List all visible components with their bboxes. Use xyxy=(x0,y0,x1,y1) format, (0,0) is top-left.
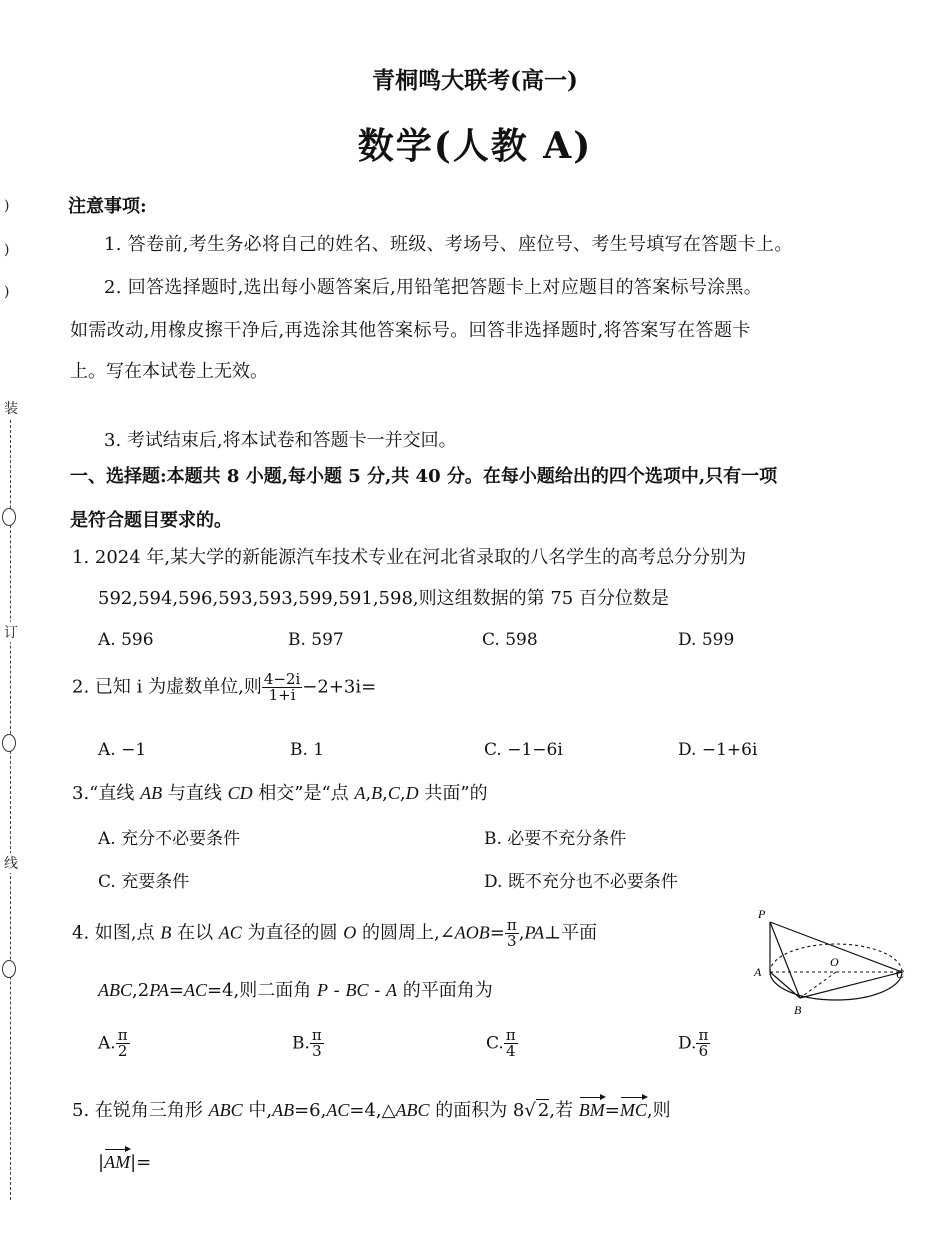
notes-item-1: 1. 答卷前,考生务必将自己的姓名、班级、考场号、座位号、考生号填写在答题卡上。 xyxy=(104,234,793,255)
q3-text-4: 共面”的 xyxy=(418,783,488,804)
q4-var-ac: AC xyxy=(218,922,242,943)
q4-option-c-den: 4 xyxy=(505,1042,516,1060)
q4-option-d-den: 6 xyxy=(698,1042,709,1060)
q4-label-b: B xyxy=(794,1003,802,1017)
q4-l2-text-2: =4,则二面角 xyxy=(206,980,317,1001)
q4-option-c-fraction xyxy=(504,1028,518,1059)
q2-option-a: A. −1 xyxy=(98,740,147,760)
q4-option-d-letter: D. xyxy=(678,1033,697,1054)
notes-item-2-line-1: 2. 回答选择题时,选出每小题答案后,用铅笔把答题卡上对应题目的答案标号涂黑。 xyxy=(104,277,763,298)
margin-paren-2: ) xyxy=(4,242,10,258)
q5-text-5: 的面积为 8 xyxy=(429,1100,525,1121)
q4-segment-pb xyxy=(770,922,800,998)
q4-option-b-letter: B. xyxy=(292,1033,310,1054)
q3-option-d: D. 既不充分也不必要条件 xyxy=(484,872,678,892)
q4-option-a-num: π xyxy=(117,1026,128,1044)
q4-var-o: O xyxy=(343,922,357,943)
margin-paren-3: ) xyxy=(4,284,10,300)
q3-comma-3: , xyxy=(399,783,406,804)
q4-label-o: O xyxy=(830,955,839,969)
q3-stem xyxy=(72,783,488,805)
q5-text-4: =4,△ xyxy=(349,1100,396,1121)
q5-text-1: 5. 在锐角三角形 xyxy=(72,1100,209,1121)
notes-title: 注意事项: xyxy=(68,196,147,217)
q5-sqrt: √ 2 xyxy=(524,1100,550,1121)
q4-segment-ob xyxy=(800,972,836,998)
q4-l2-var-ac: AC xyxy=(183,980,207,1000)
margin-ding: 订 xyxy=(4,622,18,642)
q4-option-d xyxy=(678,1028,710,1059)
q4-l2-dash-1: - xyxy=(327,980,346,1001)
subject-title: 数学(人教 A) xyxy=(357,125,593,167)
notes-item-2-line-2: 如需改动,用橡皮擦干净后,再选涂其他答案标号。回答非选择题时,将答案写在答题卡 xyxy=(70,320,751,341)
margin-zhuang: 装 xyxy=(4,398,18,418)
q2-suffix: −2+3i= xyxy=(302,676,377,698)
q3-comma-1: , xyxy=(365,783,372,804)
q4-var-abc: ABC xyxy=(98,980,132,1000)
q4-var-pa: PA xyxy=(524,922,545,943)
q4-segment-bc xyxy=(800,972,902,998)
q2-option-d: D. −1+6i xyxy=(678,740,758,760)
q3-text-3: 相交”是“点 xyxy=(252,783,355,804)
q3-var-cd: CD xyxy=(227,783,253,803)
q5-vector-mc: MC xyxy=(619,1100,647,1120)
q4-var-aob: AOB xyxy=(454,922,490,943)
q4-stem-line-2 xyxy=(98,980,493,1002)
q4-option-c xyxy=(486,1028,518,1059)
q4-option-a-letter: A. xyxy=(98,1033,116,1054)
q4-l2-var-pa: PA xyxy=(149,980,169,1000)
q2-fraction-numerator: 4−2i xyxy=(263,670,301,688)
q3-text-1: 3.“直线 xyxy=(72,783,141,804)
q4-equals: = xyxy=(489,922,505,944)
section-1-heading-line-1: 一、选择题:本题共 8 小题,每小题 5 分,共 40 分。在每小题给出的四个选项中,只有一项 xyxy=(70,466,778,487)
q4-label-a: A xyxy=(754,965,762,979)
q5-text-3: =6, xyxy=(294,1100,327,1121)
q4-geometry-figure xyxy=(748,902,912,1020)
q5-stem-line-2 xyxy=(98,1152,151,1174)
q1-option-b: B. 597 xyxy=(288,630,344,650)
q1-option-c: C. 598 xyxy=(482,630,538,650)
q5-text-2: 中, xyxy=(242,1100,273,1121)
q4-l2-var-bc: BC xyxy=(345,980,369,1000)
q3-var-a: A xyxy=(354,783,366,803)
q4-label-c: C xyxy=(896,967,905,981)
q1-option-a: A. 596 xyxy=(98,630,154,650)
q4-option-a-den: 2 xyxy=(117,1042,128,1060)
q5-vector-am: AM xyxy=(104,1152,131,1172)
q5-text-6: ,若 xyxy=(549,1100,579,1121)
q3-var-c: C xyxy=(387,783,400,803)
q4-comma: , xyxy=(518,922,525,944)
q3-option-b: B. 必要不充分条件 xyxy=(484,829,627,849)
q4-option-c-num: π xyxy=(505,1026,516,1044)
binding-hole-2 xyxy=(2,734,16,752)
q4-text-1: 4. 如图,点 xyxy=(72,922,161,944)
q4-label-p: P xyxy=(758,907,766,921)
notes-item-2-line-3: 上。写在本试卷上无效。 xyxy=(70,361,268,382)
q4-option-b xyxy=(292,1028,324,1059)
q5-abs-right: |= xyxy=(130,1152,152,1173)
q3-var-d: D xyxy=(405,783,419,803)
binding-hole-1 xyxy=(2,508,16,526)
q4-l2-var-a: A xyxy=(386,980,398,1000)
q4-option-b-fraction xyxy=(310,1028,324,1059)
q4-l2-text-1: ,2 xyxy=(132,980,150,1001)
q3-comma-2: , xyxy=(382,783,388,804)
q5-text-7: ,则 xyxy=(646,1100,671,1121)
q5-var-abc: ABC xyxy=(208,1100,243,1120)
q3-text-2: 与直线 xyxy=(162,783,228,804)
q3-option-c: C. 充要条件 xyxy=(98,872,190,892)
q3-var-ab: AB xyxy=(140,783,163,803)
q5-vector-bm: BM xyxy=(578,1100,605,1120)
q4-option-b-num: π xyxy=(311,1026,322,1044)
q4-fraction-denominator: 3 xyxy=(507,932,517,950)
q1-option-d: D. 599 xyxy=(678,630,735,650)
section-1-heading-line-2: 是符合题目要求的。 xyxy=(70,510,232,531)
q4-option-d-fraction xyxy=(696,1028,710,1059)
q4-text-2: 在以 xyxy=(171,922,219,944)
q4-option-d-num: π xyxy=(698,1026,709,1044)
q2-option-c: C. −1−6i xyxy=(484,740,563,760)
binding-hole-3 xyxy=(2,960,16,978)
notes-item-3: 3. 考试结束后,将本试卷和答题卡一并交回。 xyxy=(104,430,457,451)
q4-fraction xyxy=(505,918,519,949)
q4-l2-text-3: 的平面角为 xyxy=(397,980,493,1001)
exam-name: 青桐鸣大联考(高一) xyxy=(372,67,578,94)
q4-option-b-den: 3 xyxy=(312,1042,322,1060)
q5-equals: = xyxy=(604,1100,620,1121)
q5-stem-line-1 xyxy=(72,1100,671,1122)
q4-var-b: B xyxy=(160,922,172,943)
q4-l2-dash-2: - xyxy=(368,980,387,1001)
q2-stem xyxy=(72,672,376,703)
q5-abs-left: | xyxy=(98,1152,105,1173)
binding-dashed-line xyxy=(10,420,11,1200)
q5-var-abc-2: ABC xyxy=(395,1100,430,1120)
q4-option-a xyxy=(98,1028,130,1059)
q4-text-5: ⊥平面 xyxy=(544,922,598,944)
margin-paren-1: ) xyxy=(4,198,10,214)
q4-option-c-letter: C. xyxy=(486,1033,504,1054)
q4-l2-eq-1: = xyxy=(168,980,184,1001)
q2-fraction-denominator: 1+i xyxy=(268,686,296,704)
q4-fraction-numerator: π xyxy=(506,916,517,934)
q3-option-a: A. 充分不必要条件 xyxy=(98,829,241,849)
q5-var-ab: AB xyxy=(272,1100,295,1120)
q3-var-b: B xyxy=(371,783,383,803)
q4-ellipse-front xyxy=(770,972,902,1000)
q4-stem-line-1 xyxy=(72,918,597,949)
q1-stem-line-2: 592,594,596,593,593,599,591,598,则这组数据的第 75 百分位数是 xyxy=(98,588,669,609)
q4-l2-var-p: P xyxy=(316,980,328,1000)
q5-sqrt-radicand: 2 xyxy=(537,1100,550,1121)
q4-option-a-fraction xyxy=(116,1028,130,1059)
q2-prefix: 2. 已知 i 为虚数单位,则 xyxy=(72,676,262,698)
q1-stem-line-1: 1. 2024 年,某大学的新能源汽车技术专业在河北省录取的八名学生的高考总分分别为 xyxy=(72,547,747,568)
q2-option-b: B. 1 xyxy=(290,740,325,760)
margin-xian: 线 xyxy=(4,853,18,873)
q4-text-3: 为直径的圆 xyxy=(241,922,344,944)
q4-text-4: 的圆周上,∠ xyxy=(356,922,455,944)
q2-fraction xyxy=(262,672,302,703)
q5-var-ac: AC xyxy=(326,1100,350,1120)
